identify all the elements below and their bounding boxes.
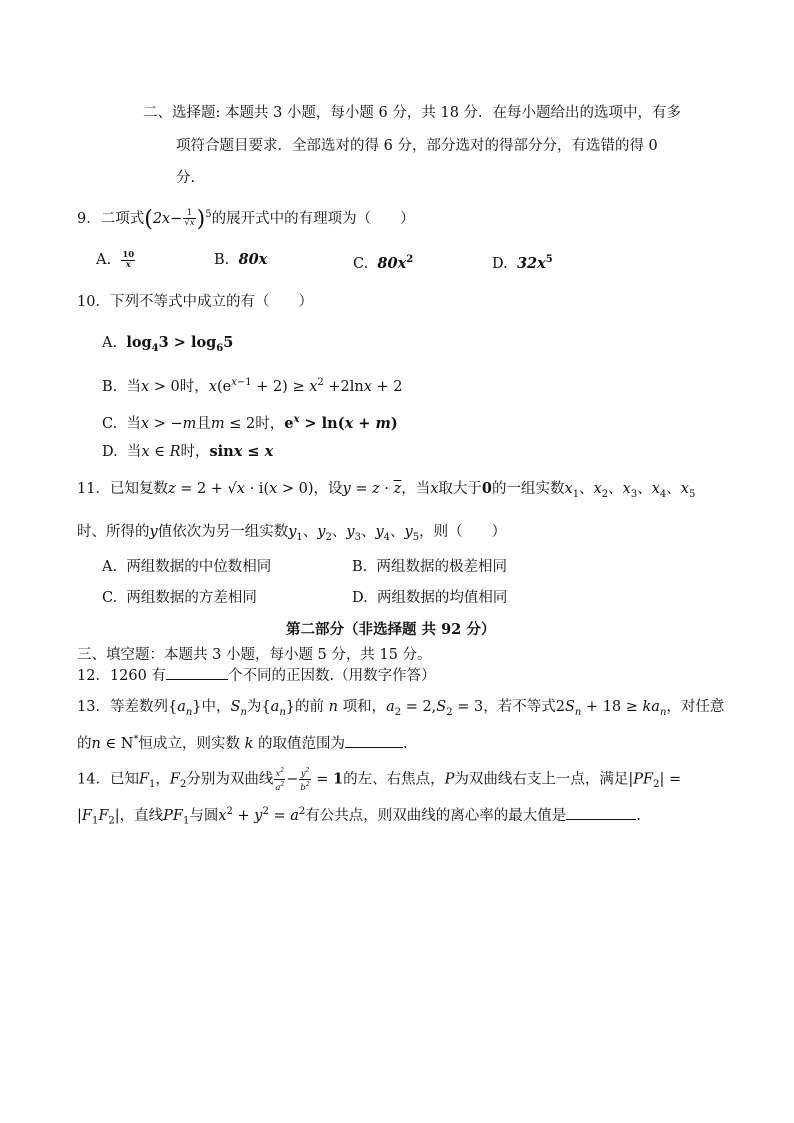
section-2-line-3: 分. xyxy=(176,170,196,186)
q10-option-c: C. 当x > −m且m ≤ 2时，$e^x > \ln(x + m)$ xyxy=(102,414,398,432)
q12-answer-blank[interactable] xyxy=(166,665,228,680)
q9-option-a: A. $\frac{10}{x}$ xyxy=(96,249,135,270)
question-11-line-2: 时、所得的y值依次为另一组实数$y_1$、$y_2$、$y_3$、$y_4$、$y_5$，则（ ） xyxy=(77,524,507,543)
q11-option-b: B. 两组数据的极差相同 xyxy=(352,559,507,575)
question-11-line-1: 11．已知复数z = 2 + √x · i(x > 0)，设$y = z \cdot \overline{z}$，当x取大于0的一组实数$x_1$、$x_2$、$x_3$、$x_4$、$x_5$ xyxy=(77,480,696,500)
q10-option-b: B. 当x > 0时，$x(e^{x-1} + 2) \ge x^2 +2\ln x + 2$ xyxy=(102,377,403,395)
q9-option-c: C. $80x^2$ xyxy=(353,254,414,272)
question-13-line-2: 的n ∈ N*恒成立，则实数 k 的取值范围为 . xyxy=(77,734,408,752)
q9-suffix: 的展开式中的有理项为（ ） xyxy=(211,210,415,227)
question-14-line-2: $|F_1F_2|$，直线$PF_1$与圆$x^2 + y^2 = a^2$有公共点，则双曲线的离心率的最大值是 . xyxy=(77,806,641,827)
q13-answer-blank[interactable] xyxy=(345,733,403,748)
q9-option-b: B. 80x xyxy=(214,251,268,268)
q9-option-d: D. $32x^5$ xyxy=(492,254,553,272)
question-12: 12．1260 有 个不同的正因数.（用数字作答） xyxy=(77,665,436,686)
q9-prefix: 二项式 xyxy=(100,210,145,227)
question-13-line-1: 13．等差数列$\{a_n\}$中，$S_n$为$\{a_n\}$的前 n 项和，$a_2 = 2,S_2 = 3$，若不等式$2S_n + 18 \ge ka_n$，对任意 xyxy=(77,699,725,718)
section-2-line-2: 项符合题目要求．全部选对的得 6 分，部分选对的得部分分，有选错的得 0 xyxy=(176,138,658,154)
q10-option-d: D. 当x ∈ R时，sinx ≤ x xyxy=(102,443,274,460)
q10-option-a: A. $\log_43 > \log_65$ xyxy=(102,334,234,354)
q11-option-d: D. 两组数据的均值相同 xyxy=(352,590,508,606)
section-3-header: 三、填空题：本题共 3 小题，每小题 5 分，共 15 分。 xyxy=(77,647,432,663)
q11-option-a: A. 两组数据的中位数相同 xyxy=(102,559,272,575)
q11-option-c: C. 两组数据的方差相同 xyxy=(102,590,257,606)
question-14-line-1: 14．已知$F_1$，$F_2$分别为双曲线 $\frac{x^2}{a^2}$ − $\frac{y^2}{b^2}$ = 1的左、右焦点，P为双曲线右支上一点，满足$|PF_2|$ = xyxy=(77,767,682,793)
q9-number: 9． xyxy=(77,210,101,227)
section-2-line-1: 二、选择题: 本题共 3 小题，每小题 6 分，共 18 分．在每小题给出的选项中，有多 xyxy=(143,105,682,121)
part-2-heading: 第二部分（非选择题 共 92 分） xyxy=(286,621,496,638)
question-9 xyxy=(77,205,415,230)
q9-binomial: (2x− $\frac{1}{√x}$ )$^5$ xyxy=(144,206,212,232)
question-10-stem: 10．下列不等式中成立的有（ ） xyxy=(77,294,313,310)
q14-answer-blank[interactable] xyxy=(566,805,636,820)
